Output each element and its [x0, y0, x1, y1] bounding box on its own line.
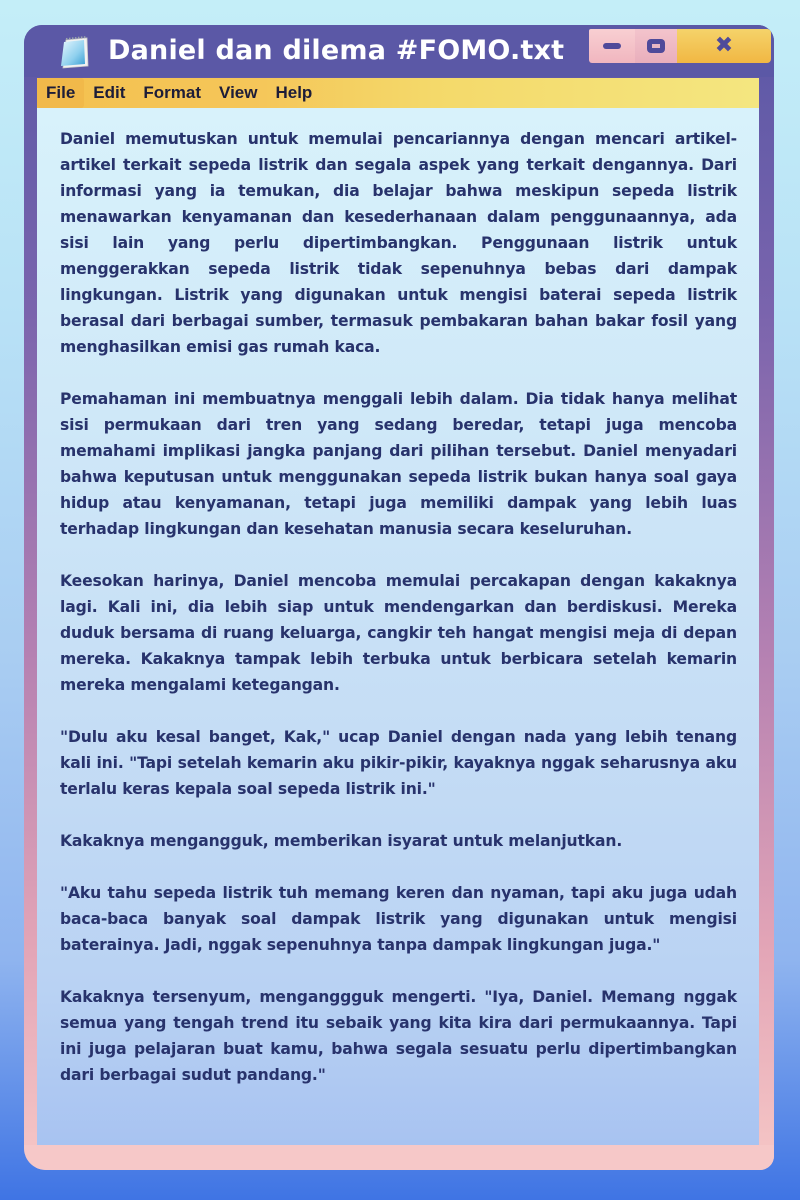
paragraph: Daniel memutuskan untuk memulai pencariannya dengan mencari artikel-artikel terkait sepeda listrik dan segala aspek yang terkait dengannya. Dari informasi yang ia temukan, dia belajar bahwa meskipun sepeda listrik menawarkan kenyamanan dan kesederhanaan dalam penggunaannya, ada sisi lain yang perlu dipertimbangkan. Penggunaan listrik untuk menggerakkan sepeda listrik tidak sepenuhnya bebas dari dampak lingkungan. Listrik yang digunakan untuk mengisi baterai sepeda listrik berasal dari berbagai sumber, termasuk pembakaran bahan bakar fosil yang menghasilkan emisi gas rumah kaca.	[60, 130, 737, 356]
paragraph: "Aku tahu sepeda listrik tuh memang keren dan nyaman, tapi aku juga udah baca-baca banyak soal dampak listrik yang digunakan untuk mengisi baterainya. Jadi, nggak sepenuhnya tanpa dampak lingkungan juga."	[60, 884, 737, 954]
paragraph: Pemahaman ini membuatnya menggali lebih dalam. Dia tidak hanya melihat sisi permukaan dari tren yang sedang beredar, tetapi juga mencoba memahami implikasi jangka panjang dari pilihan tersebut. Daniel menyadari bahwa keputusan untuk menggunakan sepeda listrik bukan hanya soal gaya hidup atau kenyamanan, tetapi juga memiliki dampak yang lebih luas terhadap lingkungan dan kesehatan manusia secara keseluruhan.	[60, 390, 737, 538]
maximize-icon	[647, 39, 665, 53]
maximize-button[interactable]	[635, 29, 677, 63]
minimize-icon	[603, 43, 621, 49]
paragraph: Kakaknya tersenyum, menganggguk mengerti. "Iya, Daniel. Memang nggak semua yang tengah trend itu sebaik yang kita kira dari permukaannya. Tapi ini juga pelajaran buat kamu, bahwa segala sesuatu perlu dipertimbangkan dari berbagai sudut pandang."	[60, 988, 737, 1084]
notepad-icon	[57, 35, 93, 71]
text-editor-area[interactable]	[37, 108, 759, 1145]
close-icon: ✖	[714, 33, 734, 58]
menu-format[interactable]: Format	[143, 83, 202, 102]
menu-file[interactable]: File	[37, 78, 84, 108]
paragraph: Keesokan harinya, Daniel mencoba memulai percakapan dengan kakaknya lagi. Kali ini, dia lebih siap untuk mendengarkan dan berdiskusi. Mereka duduk bersama di ruang keluarga, cangkir teh hangat mengisi meja di depan mereka. Kakaknya tampak lebih terbuka untuk berbicara setelah kemarin mereka mengalami ketegangan.	[60, 572, 737, 694]
window-bottom-border	[24, 1145, 774, 1170]
window-title: Daniel dan dilema #FOMO.txt	[108, 35, 565, 66]
minimize-button[interactable]	[589, 29, 635, 63]
menu-view[interactable]: View	[219, 83, 258, 102]
paragraph: "Dulu aku kesal banget, Kak," ucap Daniel dengan nada yang lebih tenang kali ini. "Tapi setelah kemarin aku pikir-pikir, kayaknya nggak seharusnya aku terlalu keras kepala soal sepeda listrik ini."	[60, 728, 737, 798]
menu-edit[interactable]: Edit	[93, 83, 126, 102]
close-button[interactable]	[677, 29, 771, 63]
menu-bar	[37, 78, 759, 108]
menu-help[interactable]: Help	[275, 83, 313, 102]
title-bar[interactable]	[24, 25, 774, 77]
notepad-window	[24, 25, 774, 1170]
window-controls	[589, 29, 771, 63]
paragraph: Kakaknya mengangguk, memberikan isyarat untuk melanjutkan.	[60, 832, 623, 850]
